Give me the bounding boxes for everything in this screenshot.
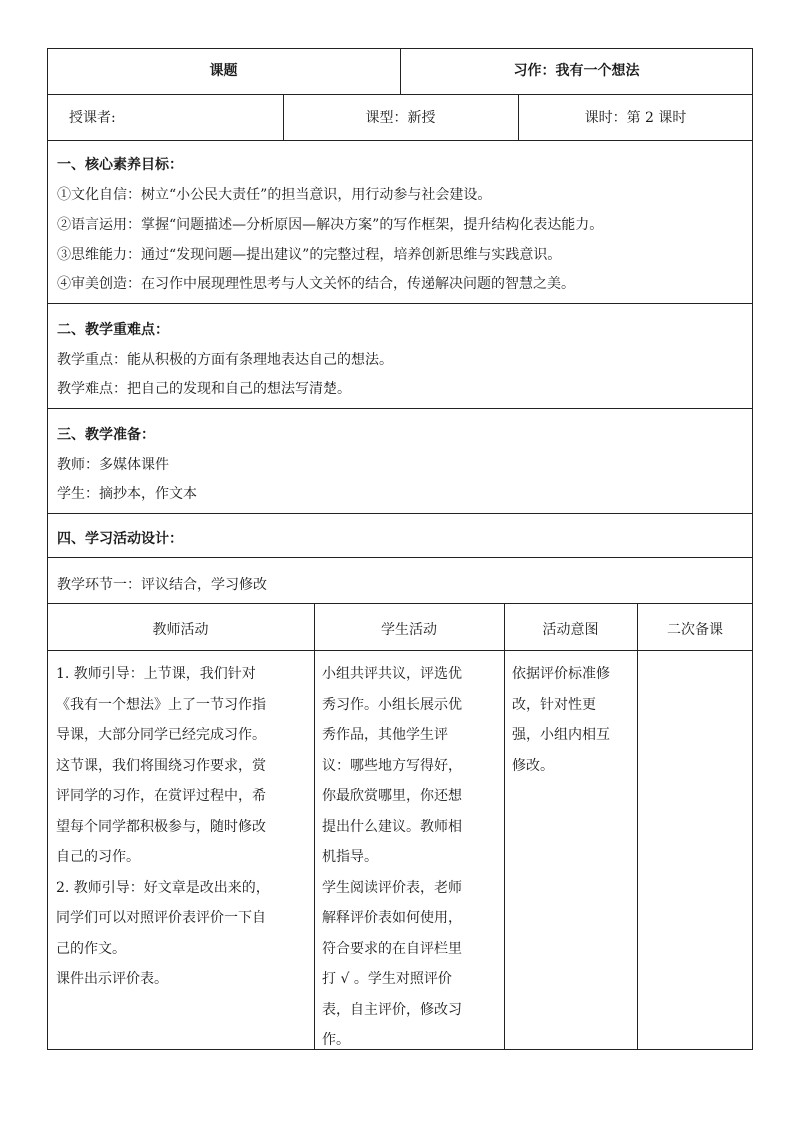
prep-item: 教师：多媒体课件 — [57, 457, 169, 473]
teacher-activity-line: 评同学的习作，在赏评过程中，希 — [56, 788, 266, 804]
teacher-activity-line: 己的作文。 — [56, 940, 126, 957]
topic-label: 课题 — [209, 63, 238, 79]
intent-line: 改，针对性更 — [512, 696, 596, 713]
student-activity-cell — [322, 659, 500, 1056]
intent-line: 强，小组内相互 — [512, 727, 610, 743]
student-activity-line: 表，自主评价，修改习 — [322, 1001, 462, 1018]
teacher-activity-line: 同学们可以对照评价表评价一下自 — [56, 910, 266, 926]
teacher-activity-cell — [56, 659, 310, 995]
student-activity-line: 你最欣赏哪里，你还想 — [322, 788, 462, 804]
row-divider — [47, 408, 753, 409]
intent-line: 依据评价标准修 — [512, 666, 610, 682]
col-header-student: 学生活动 — [381, 622, 437, 638]
goal-item: ④审美创造：在习作中展现理性思考与人文关怀的结合，传递解决问题的智慧之美。 — [57, 276, 575, 292]
col-divider — [314, 603, 315, 1050]
goal-item: ①文化自信：树立“小公民大责任”的担当意识，用行动参与社会建设。 — [57, 187, 492, 203]
student-activity-line: 学生阅读评价表，老师 — [322, 879, 462, 896]
teacher-activity-line: 导课，大部分同学已经完成习作。 — [56, 727, 266, 743]
col-header-teacher: 教师活动 — [152, 622, 209, 638]
student-activity-line: 秀作品，其他学生评 — [322, 727, 448, 743]
row-divider — [47, 303, 753, 304]
section-title-activities: 四、学习活动设计： — [57, 531, 183, 547]
lesson-period: 课时：第 2 课时 — [584, 110, 687, 126]
intent-cell — [512, 659, 634, 781]
intent-line: 修改。 — [512, 757, 554, 774]
student-activity-line: 秀习作。小组长展示优 — [322, 696, 462, 713]
row-divider — [47, 513, 753, 514]
teacher-label: 授课者: — [69, 110, 116, 126]
goal-item: ③思维能力：通过“发现问题—提出建议”的完整过程，培养创新思维与实践意识。 — [57, 247, 562, 263]
student-activity-line: 议：哪些地方写得好， — [322, 757, 462, 774]
student-activity-line: 小组共评共议，评选优 — [322, 666, 462, 682]
teacher-activity-line: 1. 教师引导：上节课，我们针对 — [56, 666, 256, 682]
teacher-activity-line: 这节课，我们将围绕习作要求，赏 — [56, 757, 266, 774]
col-header-second-prep: 二次备课 — [667, 622, 723, 638]
row-divider — [47, 557, 753, 558]
section-title-goals: 一、核心素养目标： — [57, 157, 183, 173]
prep-item: 学生：摘抄本，作文本 — [57, 486, 197, 502]
row-divider — [47, 650, 753, 651]
student-activity-line: 符合要求的在自评栏里 — [322, 940, 462, 957]
student-activity-line: 提出什么建议。教师相 — [322, 818, 462, 835]
lesson-type: 课型：新授 — [365, 110, 436, 126]
student-activity-line: 打 √ 。学生对照评价 — [322, 971, 452, 987]
col-divider — [504, 603, 505, 1050]
teaching-step: 教学环节一：评议结合，学习修改 — [57, 577, 267, 593]
section-title-focus: 二、教学重难点： — [57, 322, 169, 338]
teacher-activity-line: 望每个同学都积极参与，随时修改 — [56, 818, 266, 835]
section-title-prep: 三、教学准备： — [57, 427, 155, 443]
teacher-activity-line: 2. 教师引导：好文章是改出来的， — [56, 879, 270, 896]
teacher-activity-line: 自己的习作。 — [56, 849, 140, 865]
student-activity-line: 机指导。 — [322, 849, 378, 865]
focus-item: 教学重点：能从积极的方面有条理地表达自己的想法。 — [57, 352, 393, 368]
focus-item: 教学难点：把自己的发现和自己的想法写清楚。 — [57, 381, 351, 397]
row-divider — [47, 140, 753, 141]
student-activity-line: 解释评价表如何使用， — [322, 910, 462, 926]
goal-item: ②语言运用：掌握“问题描述—分析原因—解决方案”的写作框架，提升结构化表达能力。 — [57, 217, 604, 233]
col-divider — [637, 603, 638, 1050]
topic-value: 习作：我有一个想法 — [513, 63, 640, 79]
col-header-intent: 活动意图 — [542, 622, 599, 638]
row-divider — [47, 94, 753, 95]
teacher-activity-line: 《我有一个想法》上了一节习作指 — [56, 696, 266, 713]
student-activity-line: 作。 — [322, 1032, 350, 1048]
row-divider — [47, 603, 753, 604]
teacher-activity-line: 课件出示评价表。 — [56, 971, 168, 987]
